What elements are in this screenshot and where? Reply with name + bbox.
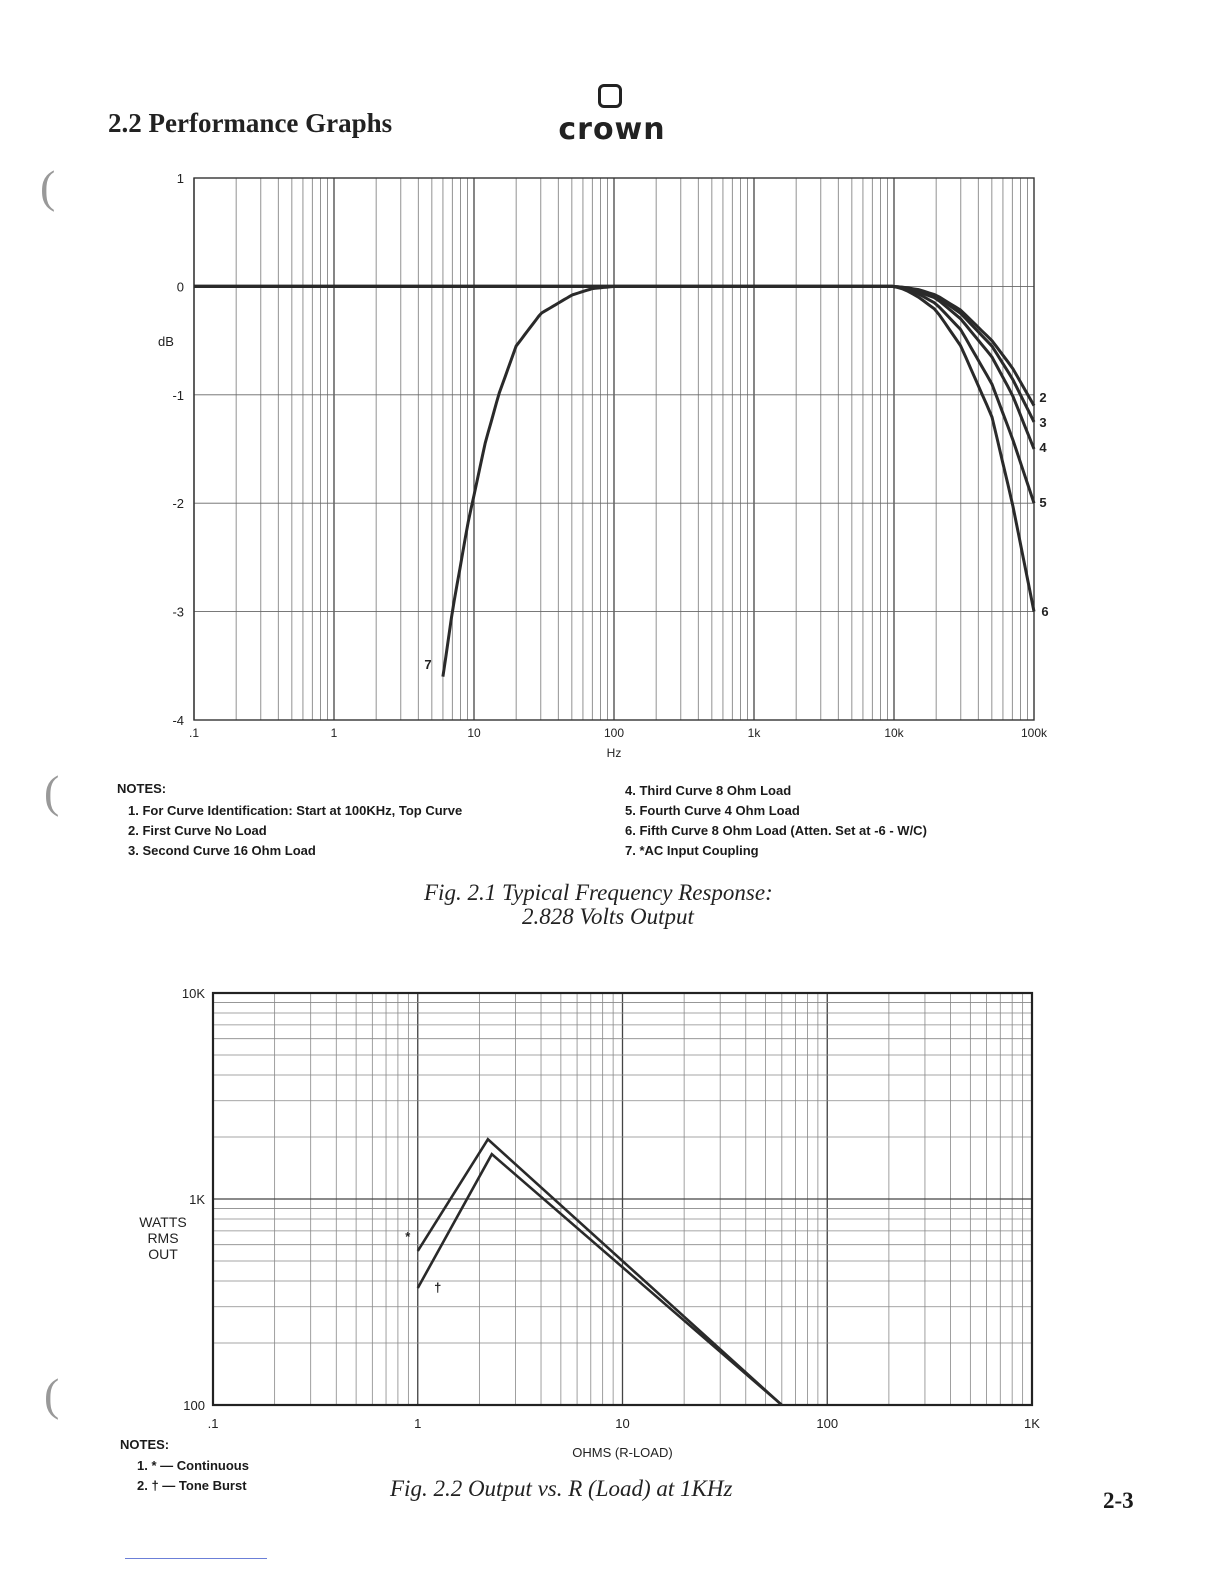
page-number: 2-3 — [1103, 1488, 1134, 1513]
x-tick-label: 1 — [414, 1416, 422, 1431]
note-item: 7. *AC Input Coupling — [625, 843, 759, 858]
y-tick-label: -3 — [172, 604, 184, 620]
y-tick-label: 10K — [181, 986, 205, 1001]
y-tick-label: -4 — [172, 713, 184, 728]
note-item: 5. Fourth Curve 4 Ohm Load — [625, 803, 800, 818]
y-tick-label: 1 — [176, 171, 184, 186]
curve-label-6: 6 — [1041, 604, 1049, 619]
crown-logo — [550, 82, 674, 148]
y-tick-label: -2 — [172, 496, 184, 512]
footer-rule — [125, 1558, 267, 1559]
note-item: 6. Fifth Curve 8 Ohm Load (Atten. Set at -6 - W/C) — [625, 823, 927, 838]
output-vs-load-chart — [0, 975, 1225, 1465]
curve-label-7: 7 — [424, 657, 432, 672]
series-line — [418, 1154, 782, 1405]
curve-7 — [443, 286, 894, 676]
fig1-caption-line1: Fig. 2.1 Typical Frequency Response: — [424, 880, 773, 905]
curve-label-4: 4 — [1039, 440, 1047, 455]
y-tick-label: 100 — [183, 1398, 205, 1413]
x-tick-label: 100k — [1020, 726, 1048, 740]
x-tick-label: .1 — [207, 1416, 219, 1431]
note-item: 2. † — Tone Burst — [137, 1478, 247, 1493]
series-line — [418, 1139, 782, 1405]
y-axis-label: WATTS — [139, 1214, 187, 1230]
fig1-notes-left — [128, 801, 462, 861]
logo-wordmark: crown — [558, 112, 666, 147]
curve-label-3: 3 — [1039, 415, 1047, 430]
section-title: 2.2 Performance Graphs — [108, 108, 393, 138]
x-axis-label: Hz — [606, 746, 622, 760]
curve-label-2: 2 — [1039, 390, 1047, 405]
series-marker: * — [405, 1228, 411, 1244]
y-tick-label: 0 — [176, 279, 184, 295]
margin-mark: ( — [40, 161, 56, 212]
x-tick-label: 100 — [816, 1416, 839, 1431]
x-tick-label: 1k — [747, 726, 761, 740]
note-item: 1. * — Continuous — [137, 1458, 249, 1473]
fig1-notes-right — [625, 781, 927, 861]
x-axis-label: OHMS (R-LOAD) — [572, 1445, 673, 1460]
y-axis-label: RMS — [147, 1230, 179, 1246]
note-item: 3. Second Curve 16 Ohm Load — [128, 843, 316, 858]
y-axis-label: dB — [158, 334, 174, 350]
fig2-caption: Fig. 2.2 Output vs. R (Load) at 1KHz — [390, 1476, 733, 1501]
crown-icon — [598, 84, 622, 108]
x-tick-label: 1K — [1024, 1416, 1040, 1431]
note-item: 4. Third Curve 8 Ohm Load — [625, 783, 792, 798]
note-item: 1. For Curve Identification: Start at 100KHz, Top Curve — [128, 803, 463, 818]
x-tick-label: 1 — [330, 726, 338, 740]
fig1-caption-line2: 2.828 Volts Output — [522, 904, 694, 929]
y-axis-label: OUT — [148, 1246, 178, 1262]
curve-label-5: 5 — [1039, 495, 1047, 510]
x-tick-label: 10k — [884, 726, 904, 740]
y-tick-label: 1K — [189, 1192, 205, 1207]
x-tick-label: .1 — [188, 726, 200, 740]
margin-mark: ( — [44, 766, 60, 817]
frequency-response-chart — [0, 160, 1225, 770]
fig2-notes — [137, 1456, 249, 1496]
x-tick-label: 10 — [615, 1416, 630, 1431]
series-marker: † — [434, 1279, 442, 1295]
note-item: 2. First Curve No Load — [128, 823, 267, 838]
fig2-notes-title: NOTES: — [120, 1437, 170, 1452]
fig1-notes-title: NOTES: — [117, 781, 167, 796]
x-tick-label: 10 — [467, 726, 481, 740]
y-tick-label: -1 — [172, 387, 184, 403]
margin-mark: ( — [44, 1369, 60, 1420]
x-tick-label: 100 — [603, 726, 625, 740]
